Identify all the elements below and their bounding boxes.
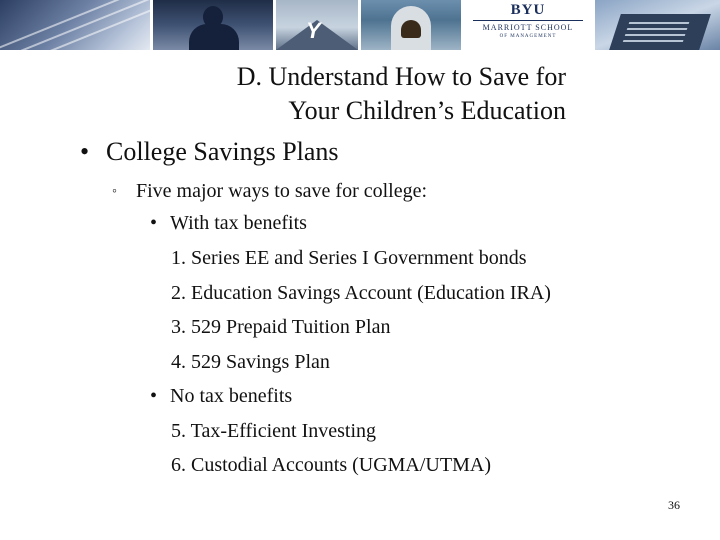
banner-photo-statue — [153, 0, 273, 50]
list-item: 2. Education Savings Account (Education IRA) — [171, 282, 551, 304]
slide-title — [150, 60, 566, 128]
group-label-text: No tax benefits — [170, 385, 293, 407]
page-number: 36 — [668, 498, 680, 512]
bullet-dot: • — [80, 137, 90, 166]
level1-item — [80, 136, 339, 168]
bullet-circle: ◦ — [112, 184, 117, 199]
logo-subtitle: OF MANAGEMENT — [499, 34, 557, 39]
slide-title-line2: Your Children’s Education — [288, 96, 566, 125]
list-item: 1. Series EE and Series I Government bonds — [171, 247, 527, 269]
banner-photo-bell — [361, 0, 461, 50]
banner-photo-building — [595, 0, 720, 50]
list-item: 3. 529 Prepaid Tuition Plan — [171, 316, 391, 338]
list-item: 6. Custodial Accounts (UGMA/UTMA) — [171, 454, 491, 476]
bullet-dot: • — [150, 385, 158, 407]
list-item: 5. Tax-Efficient Investing — [171, 420, 377, 442]
level1-text: College Savings Plans — [106, 137, 339, 166]
group-label-text: With tax benefits — [170, 212, 307, 234]
slide-title-line1: D. Understand How to Save for — [236, 62, 566, 91]
logo-title: BYU — [510, 2, 546, 18]
bullet-dot: • — [150, 212, 158, 234]
level2-item — [112, 178, 427, 205]
group-label-no-tax — [150, 383, 292, 409]
banner-photo-y-mountain: Y — [276, 0, 358, 50]
logo-school: MARRIOTT SCHOOL — [482, 23, 574, 32]
byu-marriott-logo — [464, 0, 592, 50]
level2-text: Five major ways to save for college: — [136, 180, 428, 202]
banner-photo-books — [0, 0, 150, 50]
group-label-with-tax — [150, 210, 307, 236]
header-banner — [0, 0, 720, 54]
list-item: 4. 529 Savings Plan — [171, 351, 330, 373]
